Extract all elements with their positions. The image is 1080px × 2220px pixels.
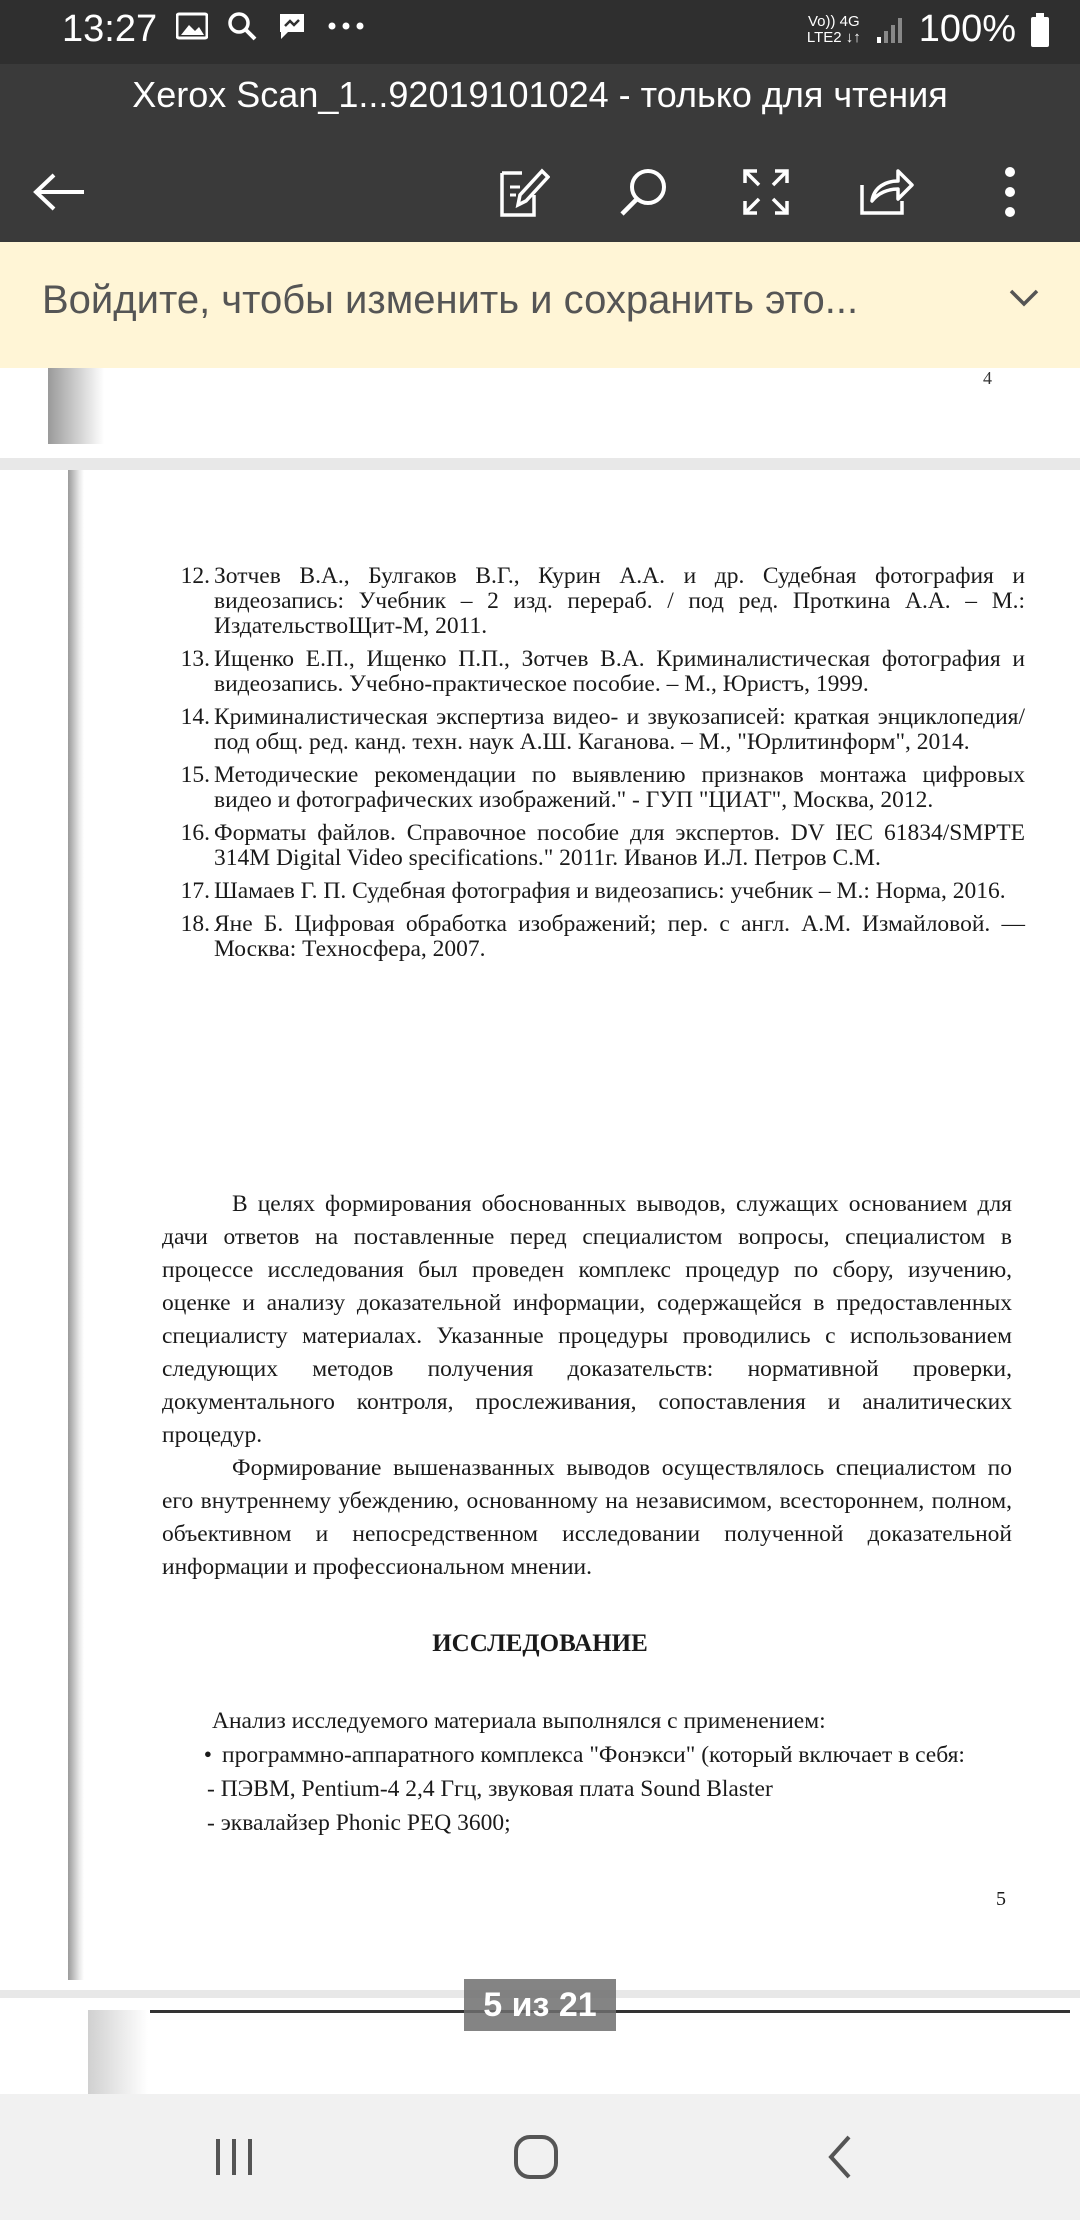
chevron-left-icon [825, 2134, 855, 2180]
search-button[interactable] [604, 152, 684, 232]
back-button[interactable] [20, 152, 100, 232]
recent-apps-icon [212, 2137, 256, 2177]
page-number: 5 [996, 1888, 1006, 1910]
fullscreen-button[interactable] [726, 152, 806, 232]
arrow-left-icon [32, 172, 88, 212]
more-vertical-icon [1002, 166, 1018, 218]
edit-document-icon [498, 165, 550, 219]
reference-item: 12. Зотчев В.А., Булгаков В.Г., Курин А.А. и др. Судебная фотография и видеозапись: Учебник – 2 изд. перераб. / под ред. Проткина А.А. – М.: ИздательствоЩит-М, 2011. [180, 563, 1025, 639]
reference-item: 15. Методические рекомендации по выявлению признаков монтажа цифровых видео и фотографических изображений." - ГУП "ЦИАТ", Москва, 2012. [180, 762, 1025, 813]
reference-item: 16. Форматы файлов. Справочное пособие для экспертов. DV IEC 61834/SMPTE 314M Digital Video specifications." 2011г. Иванов И.Л. Петров С.М. [180, 820, 1025, 871]
analysis-bullet: • программно-аппаратного комплекса "Фонэкси" (который включает в себя: [162, 1738, 1012, 1772]
reference-item: 18. Яне Б. Цифровая обработка изображений; пер. с англ. А.М. Измайловой. — Москва: Техносфера, 2007. [180, 911, 1025, 962]
banner-text: Войдите, чтобы изменить и сохранить это... [42, 278, 859, 322]
edit-button[interactable] [484, 152, 564, 232]
home-icon [513, 2134, 559, 2180]
section-title: ИССЛЕДОВАНИЕ [432, 1630, 648, 1657]
share-icon [858, 167, 914, 217]
recent-apps-button[interactable] [194, 2122, 274, 2192]
body-text [162, 1188, 1012, 1584]
status-time: 13:27 [62, 8, 158, 50]
more-options-button[interactable] [970, 152, 1050, 232]
network-info: Vo)) 4G LTE2 ↓↑ [806, 12, 861, 46]
message-icon [276, 10, 308, 42]
previous-page [0, 368, 1080, 458]
share-button[interactable] [846, 152, 926, 232]
battery-icon [1030, 12, 1050, 48]
scan-edge [48, 368, 104, 444]
status-bar [0, 0, 1080, 64]
reference-item: 13. Ищенко Е.П., Ищенко П.П., Зотчев В.А. Криминалистическая фотография и видеозапись. Учебно-практическое пособие. – М., Юристъ, 1999. [180, 646, 1025, 697]
analysis-intro: Анализ исследуемого материала выполнялся с применением: [212, 1708, 826, 1734]
sign-in-banner[interactable] [0, 242, 1080, 368]
home-button[interactable] [496, 2122, 576, 2192]
scan-edge [68, 470, 84, 1980]
analysis-block [162, 1704, 1012, 1840]
analysis-item: - эквалайзер Phonic PEQ 3600; [207, 1810, 511, 1836]
previous-page-number: 4 [983, 368, 992, 388]
app-bar [0, 64, 1080, 242]
more-notifications-icon [326, 20, 366, 32]
reference-list [170, 564, 1025, 970]
back-nav-button[interactable] [800, 2122, 880, 2192]
search-notification-icon [226, 10, 258, 42]
page-indicator: 5 из 21 [464, 1979, 616, 2031]
paragraph: В целях формирования обоснованных выводов, служащих основанием для дачи ответов на поставленные перед специалистом вопросы, специалистом в процессе исследования был проведен комплекс процедур по сбору, изучению, оценке и анализу доказательной информации, содержащейся в предоставленных специалисту материалах. Указанные процедуры проводились с использованием следующих методов получения доказательств: нормативной проверки, документального контроля, прослеживания, сопоставления и аналитических процедур. [162, 1191, 1012, 1448]
reference-item: 17. Шамаев Г. П. Судебная фотография и видеозапись: учебник – М.: Норма, 2016. [180, 878, 1006, 904]
gallery-icon [176, 11, 208, 41]
document-title: Xerox Scan_1...92019101024 - только для чтения [132, 74, 948, 115]
reference-item: 14. Криминалистическая экспертиза видео- и звукозаписей: краткая энциклопедия/ под общ. ред. канд. техн. наук А.Ш. Каганова. – М., "Юрлитинформ", 2014. [180, 704, 1025, 755]
notification-icons [176, 10, 366, 42]
paragraph: Формирование вышеназванных выводов осуществлялось специалистом по его внутреннему убеждению, основанному на независимом, всестороннем, полном, объективном и непосредственном исследовании полученной доказательной информации и профессиональном мнении. [162, 1455, 1012, 1580]
battery-text: 100% [918, 8, 1016, 50]
status-right [807, 8, 1050, 51]
chevron-down-icon[interactable] [1008, 286, 1040, 310]
scan-edge [88, 2010, 148, 2094]
bullet-icon: • [203, 1742, 212, 1768]
expand-icon [741, 167, 791, 217]
search-icon [618, 166, 670, 218]
analysis-item: - ПЭВМ, Pentium-4 2,4 Ггц, звуковая плата Sound Blaster [207, 1776, 773, 1802]
document-page [0, 470, 1080, 1990]
signal-icon [875, 15, 905, 45]
navigation-bar [0, 2094, 1080, 2220]
